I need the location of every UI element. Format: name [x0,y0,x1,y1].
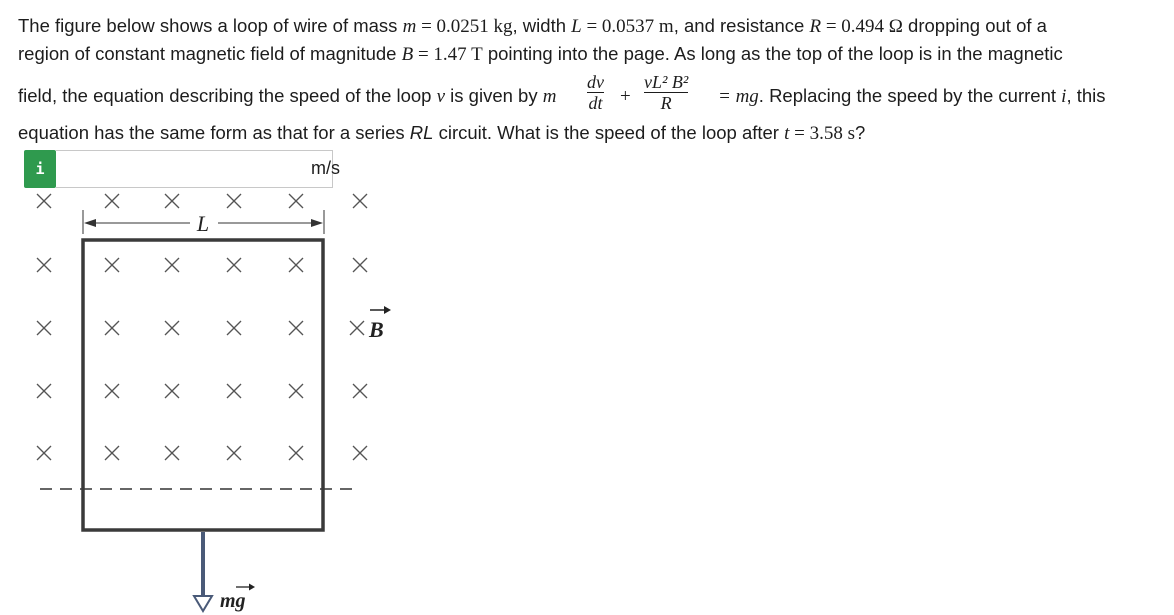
mass-symbol: m [402,16,417,37]
mass-value: = 0.0251 kg [416,16,513,37]
field-cross [37,446,51,460]
field-cross [289,384,303,398]
field-cross [165,258,179,272]
field-cross [289,258,303,272]
field-cross [227,384,241,398]
fraction-numerator: vL² B² [644,72,689,92]
fraction-numerator: dv [587,72,604,92]
question-text: region of constant magnetic field of magnitude [18,43,402,64]
question-text: . Replacing the speed by the current [758,85,1062,106]
dimension-arrowhead-right [311,219,323,227]
rl-label: RL [409,122,434,143]
dimension-arrowhead-left [84,219,96,227]
field-cross [289,446,303,460]
question-text: equation has the same form as that for a series [18,122,410,143]
time-value: = 3.58 s [789,123,855,144]
field-cross [227,321,241,335]
field-label: B [369,317,384,342]
width-value: = 0.0537 m [581,16,674,37]
field-cross [37,194,51,208]
width-symbol: L [571,16,582,37]
mass-symbol: m [542,86,557,107]
weight-vector-arrowhead [249,584,255,591]
field-cross [353,194,367,208]
field-cross [227,446,241,460]
question-text: The figure below shows a loop of wire of mass [18,15,403,36]
current-symbol: i [1061,86,1067,107]
field-cross [289,194,303,208]
field-cross [105,258,119,272]
field-cross [37,321,51,335]
field-cross [227,194,241,208]
field-cross [105,321,119,335]
field-cross [165,384,179,398]
fraction-denominator: R [660,93,672,113]
field-cross [353,258,367,272]
field-cross [105,446,119,460]
field-cross [37,258,51,272]
question-text: is given by [445,85,543,106]
field-cross [353,446,367,460]
field-cross [105,194,119,208]
weight-arrowhead [194,596,212,611]
field-cross [165,321,179,335]
field-cross [350,321,364,335]
wire-loop [83,240,323,530]
speed-symbol: v [436,86,446,107]
field-cross [165,446,179,460]
question-text: field, the equation describing the speed of the loop [18,85,437,106]
field-cross [289,321,303,335]
field-cross [165,194,179,208]
question-text: ? [855,122,866,143]
field-cross [227,258,241,272]
time-symbol: t [784,123,790,144]
question-text: , this [1066,85,1106,106]
answer-unit: m/s [311,158,340,178]
info-icon[interactable]: i [24,150,56,188]
field-symbol: B [401,44,414,65]
question-text: , width [512,15,572,36]
question-text: circuit. What is the speed of the loop after [433,122,785,143]
field-vector-arrowhead [384,306,391,314]
question-text: , and resistance [673,15,810,36]
equation-rhs: = mg [718,86,759,107]
fraction-denominator: dt [588,93,603,113]
field-cross [37,384,51,398]
resistance-value: = 0.494 Ω [821,16,903,37]
resistance-symbol: R [809,16,822,37]
question-text: dropping out of a [902,15,1047,36]
field-cross [105,384,119,398]
weight-label: mg [220,590,246,612]
question-text: pointing into the page. As long as the top of the loop is in the magnetic [482,43,1063,64]
field-value: = 1.47 T [413,44,483,65]
plus-symbol: + [620,86,631,107]
width-label: L [196,211,210,236]
field-cross [353,384,367,398]
